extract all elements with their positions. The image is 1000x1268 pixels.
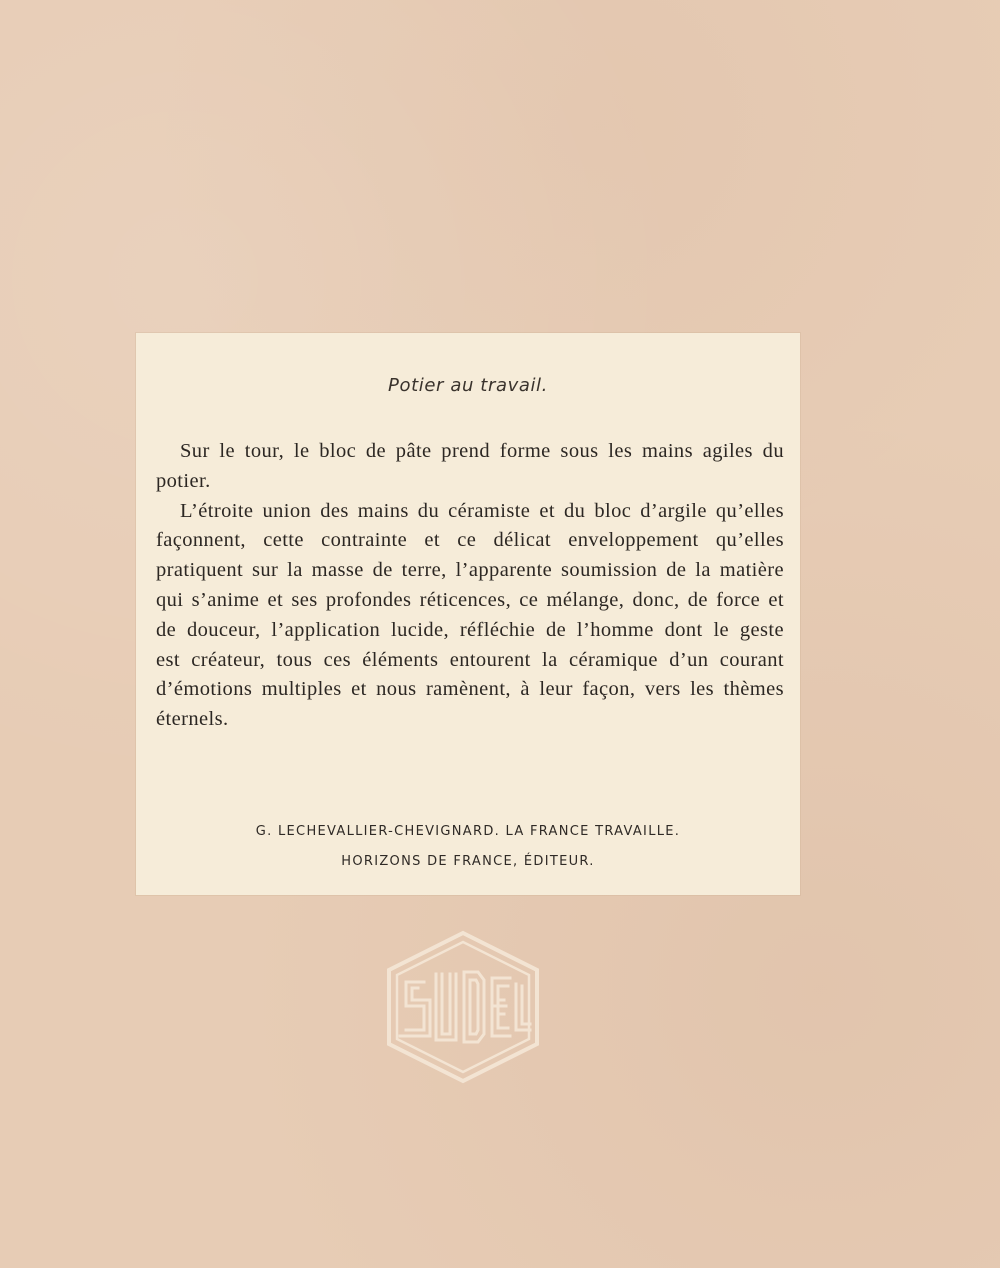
credit-line-author: G. LECHEVALLIER-CHEVIGNARD. LA FRANCE TRAVAILLE. bbox=[255, 824, 681, 839]
caption-paragraph-2: L’étroite union des mains du céramiste et du bloc d’argile qu’elles façonnent, cette contrainte et ce délicat enveloppement qu’elles pratiquent sur la masse de terre, l’apparente soumission de la matière qui s’anime et ses profondes réticences, ce mélange, donc, de force et de douceur, l’application lucide, réfléchie de l’homme dont le geste est créateur, tous ces éléments entourent la céramique d’un courant d’émotions multiples et nous ramènent, à leur façon, vers les thèmes éternels. bbox=[156, 499, 784, 731]
credits bbox=[136, 817, 800, 877]
sudel-logo bbox=[384, 930, 542, 1084]
caption-card bbox=[136, 333, 800, 895]
credit-line-publisher: HORIZONS DE FRANCE, ÉDITEUR. bbox=[341, 854, 595, 869]
caption-title: Potier au travail. bbox=[388, 375, 548, 396]
caption-body bbox=[156, 437, 784, 735]
caption-paragraph-1: Sur le tour, le bloc de pâte prend forme sous les mains agiles du potier. bbox=[156, 440, 784, 492]
sudel-hexagon-logo-icon bbox=[384, 930, 542, 1084]
